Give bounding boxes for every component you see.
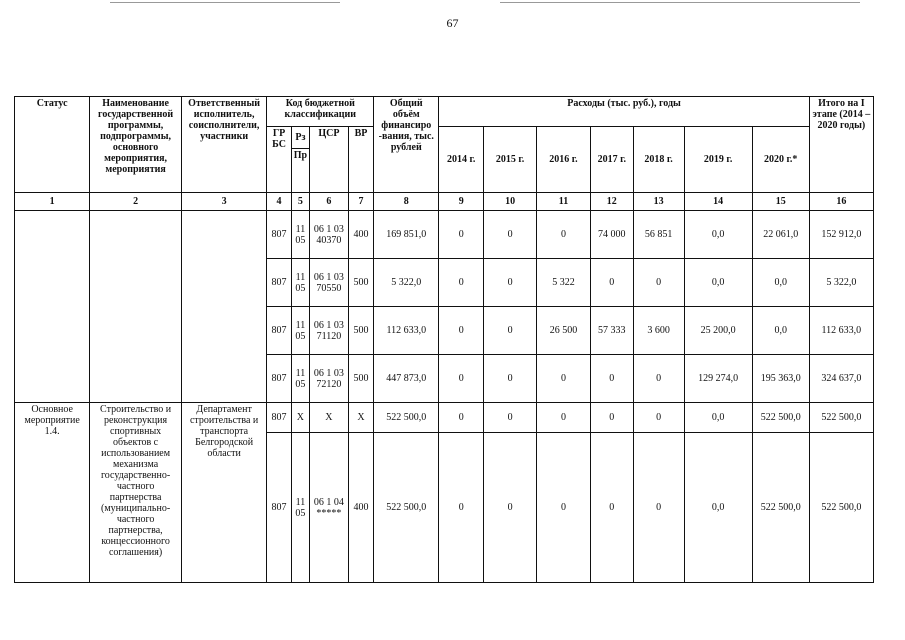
header-csr: ЦСР <box>310 127 349 193</box>
csr-cell: 06 1 03 72120 <box>310 355 349 403</box>
year-cell: 22 061,0 <box>752 211 809 259</box>
header-expenses: Расходы (тыс. руб.), годы <box>439 97 809 127</box>
scan-line-left <box>110 2 340 3</box>
column-number: 11 <box>537 193 591 211</box>
column-number: 12 <box>590 193 633 211</box>
year-cell: 0 <box>633 259 684 307</box>
column-number: 1 <box>15 193 90 211</box>
year-cell: 57 333 <box>590 307 633 355</box>
year-cell: 0,0 <box>684 433 752 583</box>
year-cell: 0 <box>484 211 537 259</box>
header-pr: Пр <box>291 149 309 193</box>
year-cell: 0 <box>439 211 484 259</box>
year-cell: 0 <box>537 211 591 259</box>
header-vr: ВР <box>348 127 373 193</box>
header-status: Статус <box>15 97 90 193</box>
table-row <box>15 211 874 259</box>
year-cell: 522 500,0 <box>752 433 809 583</box>
rzpr-cell: 11 05 <box>291 433 309 583</box>
table-row <box>15 403 874 433</box>
activity-name: Строительство и реконструкция спортивных объектов с использованием механизма государственно-частного партнерства (муниципально-частного партнерства, концессионного соглашения) <box>90 403 182 583</box>
year-cell: 0 <box>590 403 633 433</box>
column-number: 14 <box>684 193 752 211</box>
column-number: 9 <box>439 193 484 211</box>
grbs-cell: 807 <box>267 355 291 403</box>
grbs-cell: 807 <box>267 259 291 307</box>
year-cell: 0 <box>537 433 591 583</box>
header-year-2020: 2020 г.* <box>752 127 809 193</box>
column-number: 2 <box>90 193 182 211</box>
year-cell: 0 <box>439 433 484 583</box>
page-number: 67 <box>446 16 459 30</box>
total-cell: 522 500,0 <box>374 433 439 583</box>
year-cell: 0 <box>633 433 684 583</box>
activity-executor: Департамент строительства и транспорта Белгородской области <box>181 403 266 583</box>
year-cell: 25 200,0 <box>684 307 752 355</box>
vr-cell: 500 <box>348 307 373 355</box>
executor-cell-empty <box>181 211 266 403</box>
year-cell: 0 <box>484 259 537 307</box>
rzpr-cell: 11 05 <box>291 307 309 355</box>
header-stage-total: Итого на I этапе (2014 – 2020 годы) <box>809 97 873 193</box>
stage-total-cell: 112 633,0 <box>809 307 873 355</box>
stage-total-cell: 522 500,0 <box>809 403 873 433</box>
column-number: 4 <box>267 193 291 211</box>
column-number: 5 <box>291 193 309 211</box>
stage-total-cell: 5 322,0 <box>809 259 873 307</box>
year-cell: 0,0 <box>752 259 809 307</box>
year-cell: 0,0 <box>684 259 752 307</box>
rzpr-cell: 11 05 <box>291 211 309 259</box>
year-cell: 0 <box>439 307 484 355</box>
stage-total-cell: 522 500,0 <box>809 433 873 583</box>
header-grbs: ГР БС <box>267 127 291 193</box>
total-cell: 522 500,0 <box>374 403 439 433</box>
scan-line-right <box>500 2 860 3</box>
year-cell: 0 <box>633 403 684 433</box>
year-cell: 74 000 <box>590 211 633 259</box>
year-cell: 0 <box>537 355 591 403</box>
vr-cell: 400 <box>348 211 373 259</box>
year-cell: 5 322 <box>537 259 591 307</box>
status-cell-empty <box>15 211 90 403</box>
column-number: 8 <box>374 193 439 211</box>
year-cell: 0 <box>537 403 591 433</box>
csr-cell: 06 1 04 ***** <box>310 433 349 583</box>
activity-status: Основное мероприятие 1.4. <box>15 403 90 583</box>
year-cell: 0 <box>633 355 684 403</box>
year-cell: 0,0 <box>684 403 752 433</box>
rzpr-cell: Х <box>291 403 309 433</box>
year-cell: 0 <box>484 355 537 403</box>
name-cell-empty <box>90 211 182 403</box>
year-cell: 0 <box>439 259 484 307</box>
stage-total-cell: 152 912,0 <box>809 211 873 259</box>
column-number: 10 <box>484 193 537 211</box>
rzpr-cell: 11 05 <box>291 355 309 403</box>
year-cell: 129 274,0 <box>684 355 752 403</box>
grbs-cell: 807 <box>267 307 291 355</box>
year-cell: 0 <box>590 355 633 403</box>
year-cell: 0 <box>439 403 484 433</box>
year-cell: 0 <box>590 433 633 583</box>
year-cell: 0 <box>590 259 633 307</box>
header-executor: Ответственный исполнитель, соисполнители, участники <box>181 97 266 193</box>
grbs-cell: 807 <box>267 433 291 583</box>
year-cell: 3 600 <box>633 307 684 355</box>
year-cell: 522 500,0 <box>752 403 809 433</box>
header-year-2017: 2017 г. <box>590 127 633 193</box>
year-cell: 0 <box>484 307 537 355</box>
column-number: 16 <box>809 193 873 211</box>
header-year-2019: 2019 г. <box>684 127 752 193</box>
column-number-row <box>15 193 874 211</box>
header-year-2016: 2016 г. <box>537 127 591 193</box>
header-year-2018: 2018 г. <box>633 127 684 193</box>
header-total-volume: Общий объём финансиро -вания, тыс. рублей <box>374 97 439 193</box>
year-cell: 26 500 <box>537 307 591 355</box>
vr-cell: 400 <box>348 433 373 583</box>
budget-table <box>14 96 874 583</box>
vr-cell: Х <box>348 403 373 433</box>
year-cell: 0 <box>484 403 537 433</box>
rzpr-cell: 11 05 <box>291 259 309 307</box>
column-number: 7 <box>348 193 373 211</box>
header-budget-code: Код бюджетной классификации <box>267 97 374 127</box>
csr-cell: 06 1 03 40370 <box>310 211 349 259</box>
header-rz: Рз <box>291 127 309 149</box>
column-number: 6 <box>310 193 349 211</box>
total-cell: 5 322,0 <box>374 259 439 307</box>
total-cell: 112 633,0 <box>374 307 439 355</box>
grbs-cell: 807 <box>267 211 291 259</box>
stage-total-cell: 324 637,0 <box>809 355 873 403</box>
column-number: 3 <box>181 193 266 211</box>
vr-cell: 500 <box>348 259 373 307</box>
year-cell: 0,0 <box>684 211 752 259</box>
year-cell: 56 851 <box>633 211 684 259</box>
total-cell: 169 851,0 <box>374 211 439 259</box>
year-cell: 0,0 <box>752 307 809 355</box>
header-name: Наименование государственной программы, подпрограммы, основного мероприятия, мероприятия <box>90 97 182 193</box>
year-cell: 0 <box>439 355 484 403</box>
header-year-2015: 2015 г. <box>484 127 537 193</box>
total-cell: 447 873,0 <box>374 355 439 403</box>
header-year-2014: 2014 г. <box>439 127 484 193</box>
csr-cell: Х <box>310 403 349 433</box>
column-number: 13 <box>633 193 684 211</box>
grbs-cell: 807 <box>267 403 291 433</box>
year-cell: 0 <box>484 433 537 583</box>
column-number: 15 <box>752 193 809 211</box>
year-cell: 195 363,0 <box>752 355 809 403</box>
vr-cell: 500 <box>348 355 373 403</box>
csr-cell: 06 1 03 70550 <box>310 259 349 307</box>
csr-cell: 06 1 03 71120 <box>310 307 349 355</box>
